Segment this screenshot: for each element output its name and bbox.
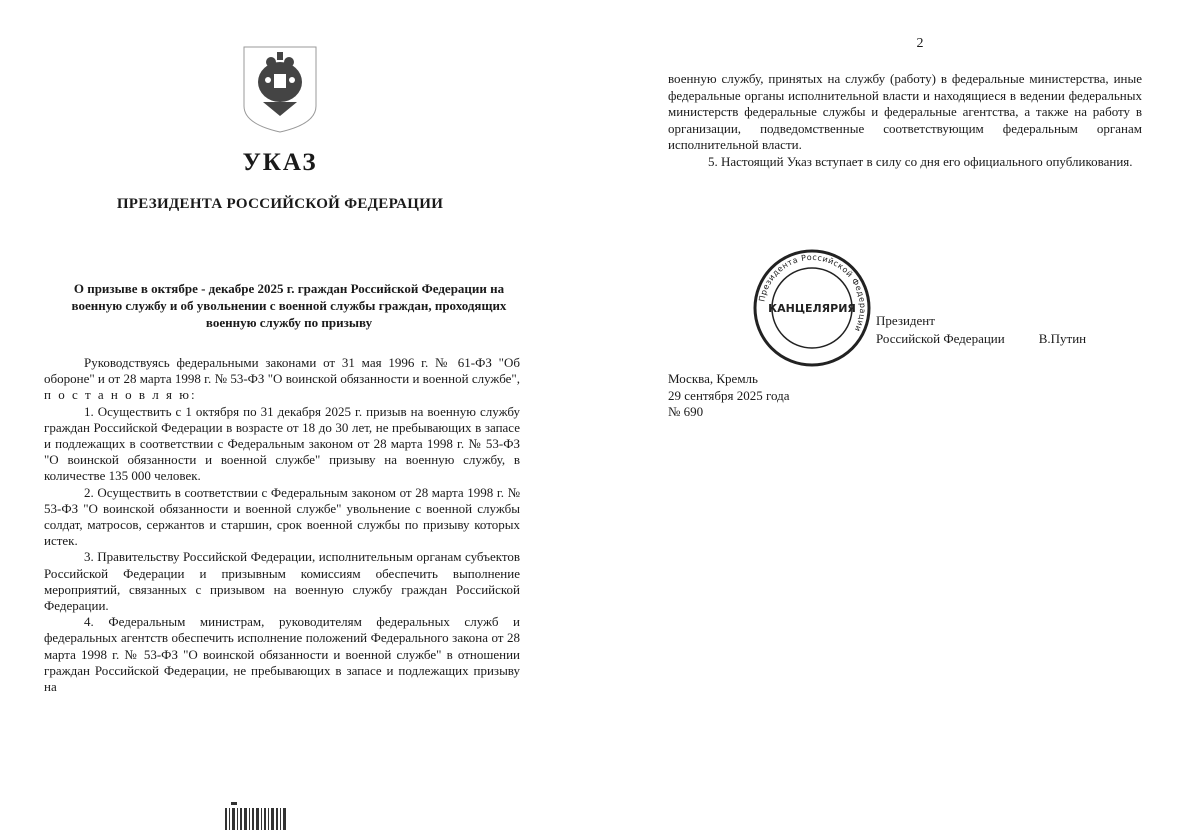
decree-title: О призыве в октябре - декабре 2025 г. граждан Российской Федерации на военную службу и об увольнении с военной службы граждан, проходящих военную службу по призыву [71,281,507,330]
barcode-icon [223,800,295,836]
item-2: 2. Осуществить в соответствии с Федеральным законом от 28 марта 1998 г. № 53-ФЗ "О воинской обязанности и военной службе" увольнение с военной службы солдат, матросов, сержантов и старшин, срок военной службы по призыву которых истек. [44,484,520,549]
date: 29 сентября 2025 года [668,387,790,403]
decree-number: № 690 [668,404,704,419]
item-5: 5. Настоящий Указ вступает в силу со дня его официального опубликования. [708,153,1133,169]
place: Москва, Кремль [668,371,758,386]
decree-body-continued [668,71,1142,171]
left-page [0,0,560,836]
stamp-ring-text: Президента Российской Федерации [757,252,868,334]
office-stamp-icon [752,248,872,368]
preamble-text: Руководствуясь федеральными законами от 31 мая 1996 г. № 61-ФЗ "Об обороне" и от 28 марта 1998 г. № 53-ФЗ "О воинской обязанности и военной службе", [44,355,520,387]
stamp-text: КАНЦЕЛЯРИЯ [768,302,856,315]
document-subheading: ПРЕЗИДЕНТА РОССИЙСКОЙ ФЕДЕРАЦИИ [116,196,444,212]
decree-body [44,355,520,695]
continuation-text: военную службу, принятых на службу (работу) в федеральные министерства, иные федеральные органы исполнительной власти и находящиеся в ведении федеральных министерств федеральные службы и федеральные агентства, а также на работу в организации, подведомственные соответствующим федеральным органам исполнительной власти. [668,71,1142,153]
page-number: 2 [916,36,924,51]
signature-name: В.Путин [1038,331,1087,346]
decree-word: п о с т а н о в л я ю: [44,387,197,403]
signature-title-1: Президент [876,313,935,328]
coat-of-arms-icon [241,44,319,134]
preamble [44,355,520,404]
item-4: 4. Федеральным министрам, руководителям федеральных служб и федеральных агентств обеспечить исполнение положений Федерального закона от 28 марта 1998 г. № 53-ФЗ "О воинской обязанности и военной службе" в отношении граждан Российской Федерации, не пребывающих в запасе и подлежащих призыву на [44,614,520,695]
place-date-block [668,371,790,421]
signature-block [876,312,1086,348]
item-3: 3. Правительству Российской Федерации, исполнительным органам субъектов Российской Федерации и призывным комиссиям обеспечить выполнение мероприятий, связанных с призывом на военную службу граждан Российской Федерации. [44,549,520,614]
signature-title-2: Российской Федерации [876,331,1005,346]
right-page [640,0,1200,836]
item-1: 1. Осуществить с 1 октября по 31 декабря 2025 г. призыв на военную службу граждан Российской Федерации в возрасте от 18 до 30 лет, не пребывающих в запасе и подлежащих в соответствии с Федеральным законом от 28 марта 1998 г. № 53-ФЗ "О воинской обязанности и военной службе" призыву на военную службу, в количестве 135 000 человек. [44,403,520,484]
document-heading: УКАЗ [242,149,318,176]
